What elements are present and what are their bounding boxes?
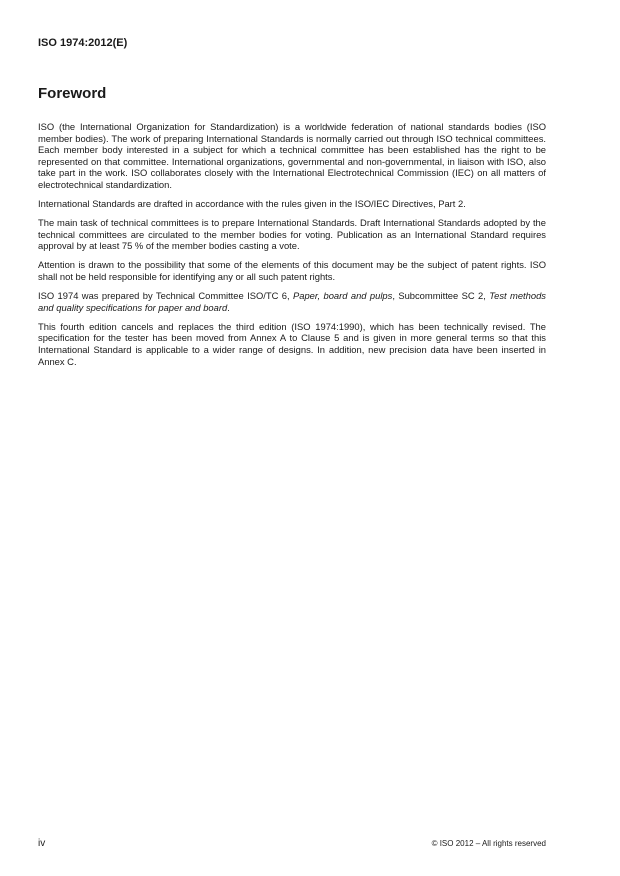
- paragraph-patent-rights: Attention is drawn to the possibility that some of the elements of this document may be the subject of patent rights. ISO shall not be held responsible for identifying any or all such patent rights.: [38, 259, 546, 283]
- section-title: Foreword: [38, 85, 107, 102]
- paragraph-technical-committees: The main task of technical committees is to prepare International Standards. Draft International Standards adopted by the technical committees are circulated to the member bodies for voting. Publication as an International Standard requires approval by at least 75 % of the member bodies casting a vote.: [38, 217, 546, 252]
- paragraph-edition-changes: This fourth edition cancels and replaces the third edition (ISO 1974:1990), which has been technically revised. The specification for the tester has been moved from Annex A to Clause 5 and is given in more general terms so that this International Standard is applicable to a wider range of designs. In addition, new precision data have been inserted in Annex C.: [38, 320, 546, 367]
- document-header: ISO 1974:2012(E): [38, 37, 128, 49]
- copyright-notice: © ISO 2012 – All rights reserved: [431, 839, 546, 848]
- prepared-by-text-2: , Subcommittee SC 2,: [392, 290, 490, 302]
- foreword-body: [38, 121, 546, 375]
- committee-tc6-title: Paper, board and pulps: [292, 290, 393, 302]
- prepared-by-text-1: ISO 1974 was prepared by Technical Committee ISO/TC 6,: [38, 290, 293, 302]
- paragraph-directives: International Standards are drafted in accordance with the rules given in the ISO/IEC Directives, Part 2.: [38, 198, 466, 210]
- page-number: iv: [38, 838, 46, 849]
- subcommittee-sc2-title: Test methods and quality specifications for paper and board: [38, 290, 546, 313]
- paragraph-iso-federation: ISO (the International Organization for Standardization) is a worldwide federation of national standards bodies (ISO member bodies). The work of preparing International Standards is normally carried out through ISO technical committees. Each member body interested in a subject for which a technical committee has been established has the right to be represented on that committee. International organizations, governmental and non-governmental, in liaison with ISO, also take part in the work. ISO collaborates closely with the International Electrotechnical Commission (IEC) on all matters of electrotechnical standardization.: [38, 121, 546, 190]
- prepared-by-text-3: .: [227, 301, 230, 313]
- paragraph-prepared-by: [38, 290, 546, 313]
